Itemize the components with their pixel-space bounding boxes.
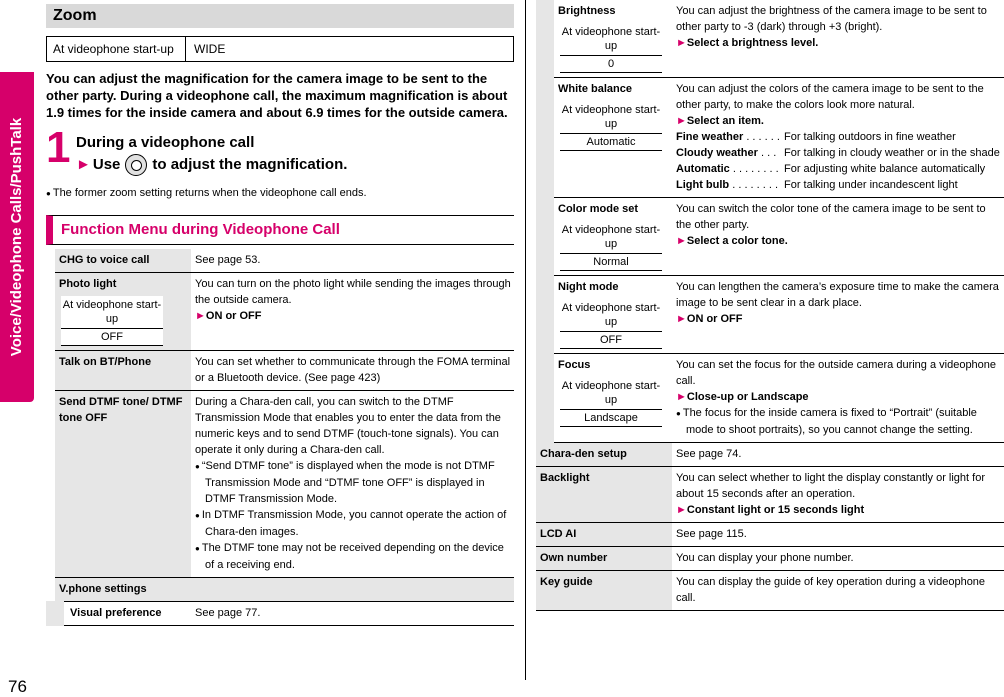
row-action-text: Constant light or 15 seconds light <box>686 504 865 516</box>
default-box-key: At videophone start-up <box>560 23 662 56</box>
default-box <box>61 296 163 346</box>
row-label: Chara-den setup <box>536 443 672 467</box>
arrow-icon: ► <box>676 504 687 516</box>
right-column <box>536 0 1004 611</box>
row-desc: You can adjust the brightness of the camera image to be sent to other party to -3 (dark) through +3 (bright). <box>676 5 987 33</box>
row-bullet: ● The focus for the inside camera is fixed to “Portrait” (suitable mode to shoot portraits), so you cannot change the setting. <box>676 405 1002 438</box>
definition-item <box>676 129 1002 145</box>
row-desc-cell <box>672 467 1004 523</box>
row-desc-cell <box>672 198 1004 276</box>
row-desc-cell <box>672 78 1004 198</box>
definition-desc: For adjusting white balance automatically <box>784 163 986 175</box>
row-label: Color mode set <box>558 203 639 215</box>
table-row <box>536 276 1004 354</box>
row-label: Photo light <box>59 278 117 290</box>
row-label: Send DTMF tone/ DTMF tone OFF <box>55 391 191 578</box>
arrow-icon: ► <box>676 37 687 49</box>
definition-desc: For talking in cloudy weather or in the shade <box>784 147 1000 159</box>
function-menu-table-right <box>536 0 1004 611</box>
step-number: 1 <box>46 123 71 172</box>
arrow-icon: ► <box>676 235 687 247</box>
row-label-cell <box>554 198 672 276</box>
row-desc: See page 77. <box>191 602 514 626</box>
row-label: LCD AI <box>536 523 672 547</box>
definition-term: Automatic . . . . . . . . <box>676 163 779 175</box>
row-desc: You can display the guide of key operation during a videophone call. <box>672 571 1004 611</box>
row-desc-cell <box>672 276 1004 354</box>
row-label: CHG to voice call <box>55 249 191 273</box>
zoom-default-value: WIDE <box>194 42 226 56</box>
row-desc: You can display your phone number. <box>672 547 1004 571</box>
function-menu-table-left <box>46 249 514 626</box>
row-desc: See page 74. <box>672 443 1004 467</box>
default-box <box>560 299 662 349</box>
row-label-cell <box>554 276 672 354</box>
default-box-value: Normal <box>560 254 662 271</box>
column-divider <box>525 0 526 680</box>
row-label-cell <box>554 0 672 78</box>
table-row <box>536 523 1004 547</box>
step-rest: to adjust the magnification. <box>152 156 348 173</box>
table-row <box>536 443 1004 467</box>
row-bullet: ● In DTMF Transmission Mode, you cannot operate the action of Chara-den images. <box>195 507 512 540</box>
arrow-icon: ► <box>676 391 687 403</box>
row-desc: See page 115. <box>672 523 1004 547</box>
table-row <box>536 354 1004 443</box>
table-row <box>536 571 1004 611</box>
left-column <box>46 4 514 626</box>
row-action <box>676 389 1002 405</box>
arrow-icon: ► <box>195 310 206 322</box>
row-desc-cell <box>191 273 514 351</box>
step-line-2 <box>76 154 347 176</box>
definition-term: Fine weather . . . . . . <box>676 131 780 143</box>
row-desc: You can set the focus for the outside camera during a videophone call. <box>676 359 997 387</box>
row-desc: You can set whether to communicate through the FOMA terminal or a Bluetooth device. (See page 423) <box>191 351 514 391</box>
row-action-text: ON or OFF <box>686 313 743 325</box>
row-desc: See page 53. <box>191 249 514 273</box>
row-bullet: ● “Send DTMF tone” is displayed when the mode is not DTMF Transmission Mode and “DTMF tone OFF” is displayed in DTMF Transmission Mode. <box>195 458 512 507</box>
row-label: Night mode <box>558 281 619 293</box>
table-row <box>536 467 1004 523</box>
default-box <box>560 221 662 271</box>
row-label-cell <box>55 273 191 351</box>
row-action-text: Close-up or Landscape <box>686 391 809 403</box>
zoom-step <box>46 123 514 181</box>
definition-term: Light bulb . . . . . . . . <box>676 179 779 191</box>
step-use: Use <box>92 156 121 173</box>
row-action-text: Select a color tone. <box>686 235 788 247</box>
zoom-default-box <box>46 36 514 62</box>
row-action <box>676 113 1002 129</box>
row-label: Key guide <box>536 571 672 611</box>
table-row <box>55 351 514 391</box>
table-row <box>55 273 514 351</box>
definition-desc: For talking outdoors in fine weather <box>784 131 956 143</box>
row-bullet: ● The DTMF tone may not be received depending on the device of a receiving end. <box>195 540 512 573</box>
zoom-heading: Zoom <box>46 4 514 28</box>
zoom-note: ● The former zoom setting returns when the videophone call ends. <box>46 186 514 201</box>
row-gutter <box>536 276 554 354</box>
default-box-key: At videophone start-up <box>560 299 662 332</box>
row-label: Brightness <box>558 5 616 17</box>
row-desc: You can turn on the photo light while sending the images through the outside camera. <box>195 278 511 306</box>
zoom-default-key: At videophone start-up <box>47 37 186 61</box>
table-row <box>536 547 1004 571</box>
row-action <box>676 233 1002 249</box>
zoom-intro: You can adjust the magnification for the camera image to be sent to the other party. During a videophone call, the maximum magnification is about 1.9 times for the inside camera and about 6.9 times for the outside camera. <box>46 71 508 120</box>
row-label: Visual preference <box>55 602 191 626</box>
row-desc-cell <box>672 0 1004 78</box>
row-label: Focus <box>558 359 591 371</box>
arrow-icon: ► <box>676 313 687 325</box>
table-row <box>55 602 514 626</box>
default-box-key: At videophone start-up <box>61 296 163 329</box>
definition-term: Cloudy weather . . . <box>676 147 777 159</box>
row-desc: You can lengthen the camera’s exposure time to make the camera image to be sent clear in a dark place. <box>676 281 999 309</box>
row-action <box>676 502 1002 518</box>
table-row <box>55 391 514 578</box>
row-desc-cell <box>191 391 514 578</box>
row-label: White balance <box>558 83 632 95</box>
default-box-value: Landscape <box>560 410 662 427</box>
default-box <box>560 101 662 151</box>
row-desc: You can select whether to light the display constantly or light for about 15 seconds after an operation. <box>676 472 985 500</box>
definition-item <box>676 177 1002 193</box>
row-action-text: ON or OFF <box>205 310 262 322</box>
table-row <box>55 249 514 273</box>
table-row <box>536 78 1004 198</box>
row-desc: During a Chara-den call, you can switch to the DTMF Transmission Mode that enables you to enter the data from the numeric keys and to send DTMF (touch-tone signals). You can operate it only during a Chara-den call. <box>195 396 501 456</box>
definition-item <box>676 145 1002 161</box>
row-gutter <box>536 198 554 276</box>
step-line-1: During a videophone call <box>76 134 255 151</box>
table-row <box>55 578 514 602</box>
table-row <box>536 0 1004 78</box>
default-box-value: Automatic <box>560 134 662 151</box>
row-gutter <box>536 78 554 198</box>
default-box <box>560 23 662 73</box>
row-label-cell <box>554 78 672 198</box>
definition-desc: For talking under incandescent light <box>784 179 958 191</box>
row-desc: You can adjust the colors of the camera image to be sent to the other party, to make the colors look more natural. <box>676 83 984 111</box>
side-tab-label: Voice/Videophone Calls/PushTalk <box>8 117 25 357</box>
row-action <box>676 311 1002 327</box>
row-action <box>195 308 512 324</box>
table-row <box>536 198 1004 276</box>
row-label: V.phone settings <box>55 578 514 602</box>
default-box-value: 0 <box>560 56 662 73</box>
row-action <box>676 35 1002 51</box>
row-gutter <box>536 0 554 78</box>
default-box-key: At videophone start-up <box>560 377 662 410</box>
row-desc: You can switch the color tone of the camera image to be sent to the other party. <box>676 203 986 231</box>
multi-cursor-key-icon <box>125 154 147 176</box>
default-box-value: OFF <box>560 332 662 349</box>
arrow-icon: ► <box>676 115 687 127</box>
row-desc-cell <box>672 354 1004 443</box>
row-label: Own number <box>536 547 672 571</box>
row-gutter <box>536 354 554 443</box>
default-box <box>560 377 662 427</box>
function-menu-title: Function Menu during Videophone Call <box>61 221 340 238</box>
row-action-text: Select a brightness level. <box>686 37 819 49</box>
row-label: Talk on BT/Phone <box>55 351 191 391</box>
definition-item <box>676 161 1002 177</box>
row-label: Backlight <box>536 467 672 523</box>
default-box-key: At videophone start-up <box>560 221 662 254</box>
row-action-text: Select an item. <box>686 115 764 127</box>
page-number: 76 <box>8 677 27 696</box>
function-menu-heading <box>46 215 514 245</box>
row-label-cell <box>554 354 672 443</box>
default-box-value: OFF <box>61 329 163 346</box>
arrow-icon: ► <box>76 156 91 173</box>
default-box-key: At videophone start-up <box>560 101 662 134</box>
